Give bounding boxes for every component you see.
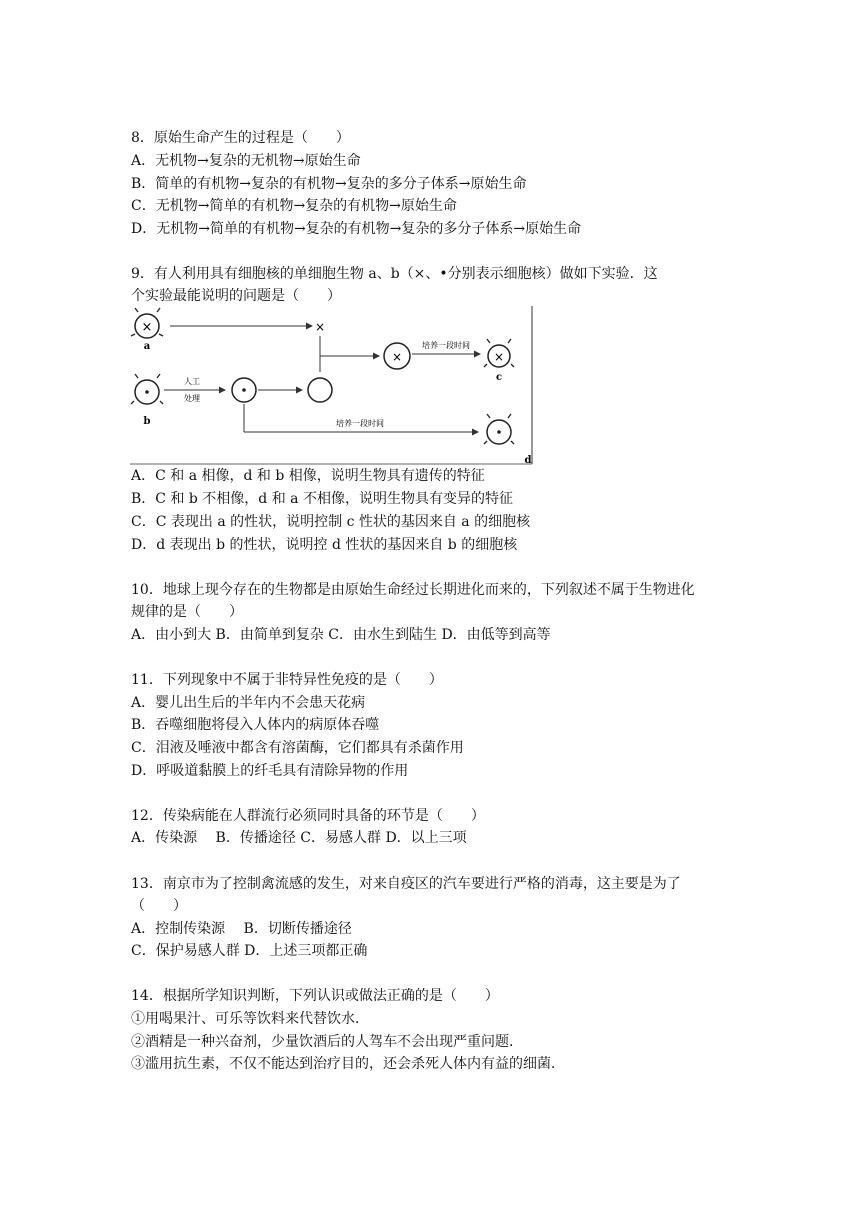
q14-statement-1: ①用喝果汁、可乐等饮料来代替饮水．: [131, 1011, 369, 1027]
q11-option-a: A．婴儿出生后的半年内不会患天花病: [131, 695, 366, 711]
q11-option-d: D．呼吸道黏膜上的纤毛具有清除异物的作用: [131, 763, 409, 779]
treat-label-bottom: 处理: [184, 394, 200, 403]
cell-a-nucleus: ×: [141, 320, 153, 335]
q9-stem-line1: 9．有人利用具有细胞核的单细胞生物 a、b（×、•分别表示细胞核）做如下实验．这: [131, 266, 658, 282]
q12-options: A．传染源 B．传播途径 C．易感人群 D．以上三项: [131, 830, 467, 846]
q9-option-d: D．d 表现出 b 的性状，说明控 d 性状的基因来自 b 的细胞核: [131, 537, 518, 553]
q10-stem-line2: 规律的是（ ）: [131, 604, 243, 620]
q10-options: A．由小到大 B．由简单到复杂 C．由水生到陆生 D．由低等到高等: [131, 627, 551, 643]
label-b: b: [143, 416, 151, 427]
cell-c: [484, 339, 514, 367]
q11-stem: 11．下列现象中不属于非特异性免疫的是（ ）: [131, 672, 443, 688]
q9-option-b: B．C 和 b 不相像，d 和 a 不相像，说明生物具有变异的特征: [131, 491, 513, 507]
q8-option-b: B．简单的有机物→复杂的有机物→复杂的多分子体系→原始生命: [131, 176, 527, 192]
treat-label-top: 人工: [184, 377, 200, 386]
q12-stem: 12．传染病能在人群流行必须同时具备的环节是（ ）: [131, 808, 485, 824]
culture-label-upper: 培养一段时间: [422, 341, 470, 350]
treated-cell: [232, 378, 256, 402]
cell-b: [131, 374, 163, 404]
cell-d: [484, 414, 514, 444]
culture-label-lower: 培养一段时间: [336, 419, 384, 428]
label-d: d: [524, 455, 532, 466]
q14-statement-3: ③滥用抗生素，不仅不能达到治疗目的，还会杀死人体内有益的细菌．: [131, 1056, 565, 1072]
svg-text:×: ×: [493, 350, 505, 364]
q13-stem-line1: 13．南京市为了控制禽流感的发生，对来自疫区的汽车要进行严格的消毒，这主要是为了: [131, 876, 681, 892]
q13-options-cd: C．保护易感人群 D．上述三项都正确: [131, 943, 368, 959]
q13-stem-line2: （ ）: [131, 898, 187, 914]
q8-option-a: A．无机物→复杂的无机物→原始生命: [131, 153, 361, 169]
label-c: c: [495, 372, 503, 383]
cell-a: [131, 308, 163, 338]
extracted-nucleus-x: ×: [314, 320, 326, 334]
q9-option-a: A．C 和 a 相像，d 和 b 相像，说明生物具有遗传的特征: [131, 468, 485, 484]
q9-option-c: C．C 表现出 a 的性状，说明控制 c 性状的基因来自 a 的细胞核: [131, 514, 531, 530]
cell-experiment-diagram: [130, 306, 535, 466]
q11-option-b: B．吞噬细胞将侵入人体内的病原体吞噬: [131, 717, 380, 733]
q11-option-c: C．泪液及唾液中都含有溶菌酶，它们都具有杀菌作用: [131, 740, 464, 756]
q9-stem-line2: 个实验最能说明的问题是（ ）: [131, 288, 341, 304]
q8-option-d: D．无机物→简单的有机物→复杂的有机物→复杂的多分子体系→原始生命: [131, 221, 582, 237]
q8-option-c: C．无机物→简单的有机物→复杂的有机物→原始生命: [131, 198, 457, 214]
recombined-cell: [384, 343, 410, 369]
q10-stem-line1: 10．地球上现今存在的生物都是由原始生命经过长期进化而来的，下列叙述不属于生物进化: [131, 582, 695, 598]
enucleated-cell: [308, 378, 332, 402]
label-a: a: [143, 341, 151, 352]
q14-stem: 14．根据所学知识判断，下列认识或做法正确的是（ ）: [131, 988, 499, 1004]
q8-stem: 8．原始生命产生的过程是（ ）: [131, 130, 350, 146]
svg-text:×: ×: [391, 350, 403, 364]
q13-options-ab: A．控制传染源 B．切断传播途径: [131, 921, 352, 937]
q14-statement-2: ②酒精是一种兴奋剂，少量饮酒后的人驾车不会出现严重问题．: [131, 1034, 523, 1050]
